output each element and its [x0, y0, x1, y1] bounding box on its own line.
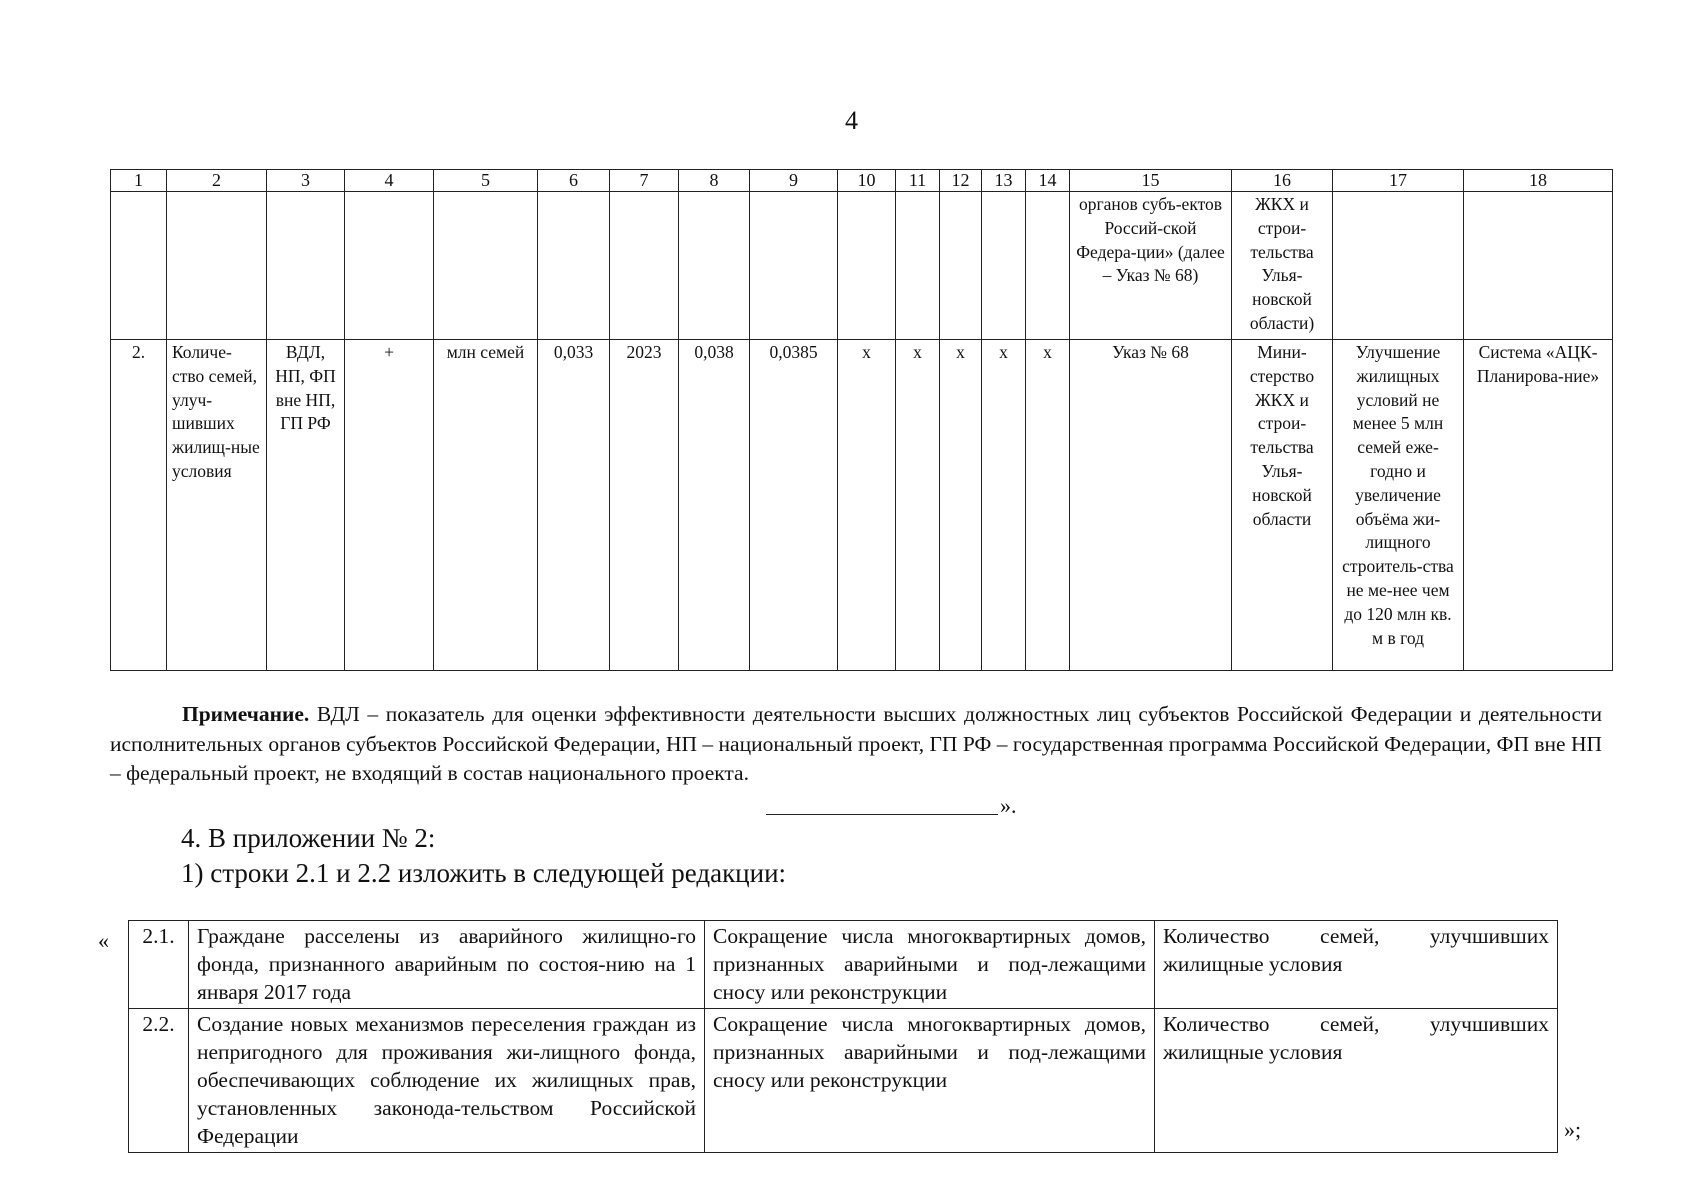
- info-system-cell: Система «АЦК-Планирова-ние»: [1464, 340, 1613, 671]
- indicator-level: ВДЛ, НП, ФП вне НП, ГП РФ: [267, 340, 345, 671]
- close-quote: »;: [1564, 1117, 1582, 1142]
- table-row: [111, 340, 1613, 671]
- column-header: 7: [610, 170, 679, 192]
- column-header: 17: [1333, 170, 1464, 192]
- table-cell: [896, 192, 940, 340]
- indicator-name: Количе-ство семей, улуч-шивших жилищ-ные условия: [167, 340, 267, 671]
- row-number: 2.1.: [129, 921, 189, 1009]
- row-number: 2.2.: [129, 1009, 189, 1153]
- column-header: 6: [538, 170, 610, 192]
- table-cell: [1333, 192, 1464, 340]
- table-cell: [610, 192, 679, 340]
- responsible-cell: ЖКХ и строи-тельства Улья-новской области): [1232, 192, 1333, 340]
- open-quote: «: [98, 928, 109, 953]
- responsible-cell: Мини-стерство ЖКХ и строи-тельства Улья-новской области: [1232, 340, 1333, 671]
- indicator-cell: Количество семей, улучшивших жилищные условия: [1155, 1009, 1558, 1153]
- paragraph-instruction: 1) строки 2.1 и 2.2 изложить в следующей редакции:: [181, 858, 787, 888]
- task-cell: Граждане расселены из аварийного жилищно-го фонда, признанного аварийным по состоя-нию на 1 января 2017 года: [189, 921, 705, 1009]
- value-cell: х: [1026, 340, 1070, 671]
- unit-cell: млн семей: [434, 340, 538, 671]
- table-cell: [1464, 192, 1613, 340]
- basis-cell: органов субъ-ектов Россий-ской Федера-ции» (далее – Указ № 68): [1070, 192, 1232, 340]
- table-row: [111, 192, 1613, 340]
- column-header: 1: [111, 170, 167, 192]
- column-header: 16: [1232, 170, 1333, 192]
- column-header: 8: [679, 170, 750, 192]
- table-cell: [345, 192, 434, 340]
- column-header: 3: [267, 170, 345, 192]
- indicator-cell: Количество семей, улучшивших жилищные условия: [1155, 921, 1558, 1009]
- note-label: Примечание.: [182, 702, 310, 726]
- table-cell: [940, 192, 982, 340]
- table-cell: [679, 192, 750, 340]
- table-cell: [838, 192, 896, 340]
- indicators-table: [110, 169, 1613, 671]
- table-cell: [538, 192, 610, 340]
- basis-cell: Указ № 68: [1070, 340, 1232, 671]
- table-cell: [167, 192, 267, 340]
- column-header: 14: [1026, 170, 1070, 192]
- table-cell: [111, 192, 167, 340]
- table-cell: [1026, 192, 1070, 340]
- column-header: 5: [434, 170, 538, 192]
- column-header: 12: [940, 170, 982, 192]
- table-cell: [982, 192, 1026, 340]
- value-cell: х: [896, 340, 940, 671]
- effect-cell: Сокращение числа многоквартирных домов, признанных аварийными и под-лежащими сносу или реконструкции: [705, 921, 1155, 1009]
- table-cell: [434, 192, 538, 340]
- page-number: 4: [845, 106, 858, 135]
- table-header-row: [111, 170, 1613, 192]
- closing-mark: ».: [1000, 793, 1017, 818]
- relation-cell: Улучшение жилищных условий не менее 5 млн семей еже-годно и увеличение объёма жи-лищного строитель-ства не ме-нее чем до 120 млн кв. м в год: [1333, 340, 1464, 671]
- column-header: 4: [345, 170, 434, 192]
- column-header: 18: [1464, 170, 1613, 192]
- paragraph-appendix: 4. В приложении № 2:: [181, 823, 436, 853]
- column-header: 9: [750, 170, 838, 192]
- column-header: 11: [896, 170, 940, 192]
- value-cell: х: [982, 340, 1026, 671]
- base-year: 2023: [610, 340, 679, 671]
- task-cell: Создание новых механизмов переселения граждан из непригодного для проживания жи-лищного фонда, обеспечивающих соблюдение их жилищных прав, установленных законода-тельством Российской Федерации: [189, 1009, 705, 1153]
- table-cell: [267, 192, 345, 340]
- value-cell: 0,0385: [750, 340, 838, 671]
- value-cell: х: [940, 340, 982, 671]
- table-row: [129, 921, 1558, 1009]
- table-row: [129, 1009, 1558, 1153]
- base-value: 0,033: [538, 340, 610, 671]
- column-header: 10: [838, 170, 896, 192]
- value-cell: х: [838, 340, 896, 671]
- column-header: 2: [167, 170, 267, 192]
- value-cell: 0,038: [679, 340, 750, 671]
- table-cell: [750, 192, 838, 340]
- closing-underline: [766, 786, 998, 815]
- row-number: 2.: [111, 340, 167, 671]
- note-paragraph: [110, 700, 1602, 789]
- note-text: ВДЛ – показатель для оценки эффективности деятельности высших должностных лиц субъектов Российской Федерации и деятельности исполнительных органов субъектов Российской Федерации, НП – национальный проект, ГП РФ – государственная программа Российской Федерации, ФП вне НП – федеральный проект, не входящий в состав национального проекта.: [110, 702, 1602, 785]
- column-header: 13: [982, 170, 1026, 192]
- effect-cell: Сокращение числа многоквартирных домов, признанных аварийными и под-лежащими сносу или реконструкции: [705, 1009, 1155, 1153]
- column-header: 15: [1070, 170, 1232, 192]
- appendix-table: [128, 920, 1558, 1153]
- indicator-sign: +: [345, 340, 434, 671]
